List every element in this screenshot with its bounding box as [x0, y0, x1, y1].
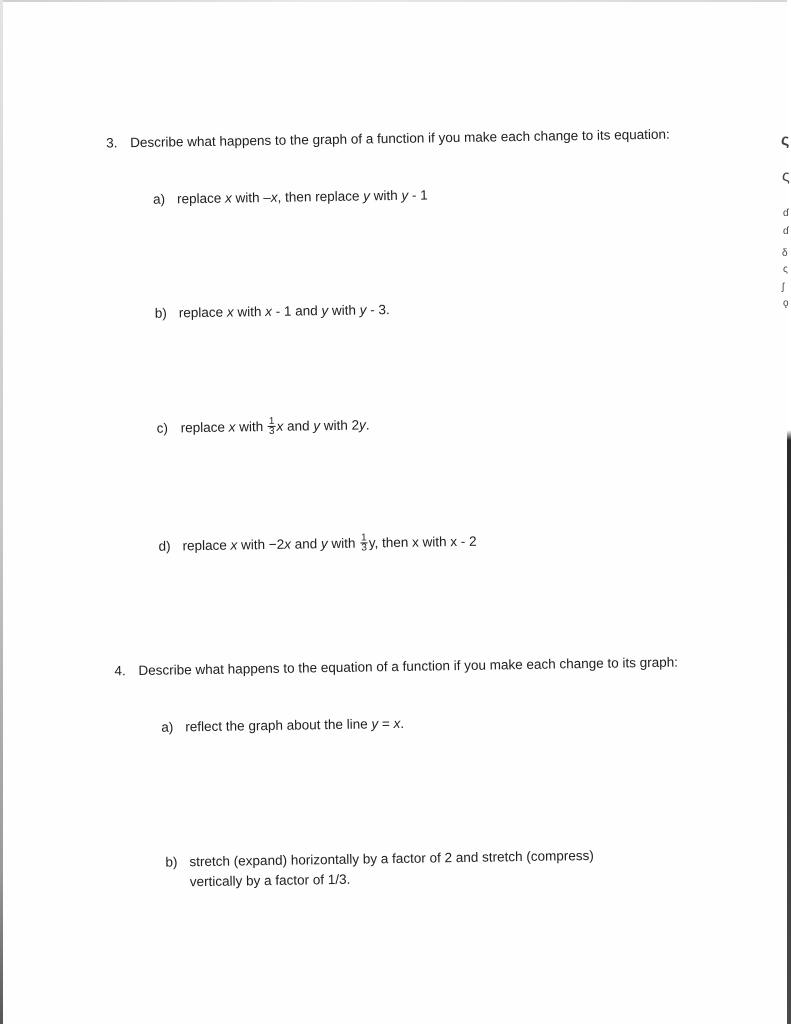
part-letter: b) — [154, 305, 167, 321]
question-number: 3. — [106, 135, 118, 151]
question-4-part-a — [161, 714, 404, 738]
margin-bleed-mark: ς — [783, 264, 788, 275]
part-letter: a) — [161, 719, 174, 735]
margin-bleed-mark: ς — [782, 168, 790, 185]
part-text: replace x with –x, then replace y with y - 1 — [176, 187, 428, 207]
part-letter: d) — [158, 538, 171, 554]
question-3 — [106, 123, 687, 176]
part-letter: b) — [165, 854, 178, 870]
question-3-part-d — [158, 532, 476, 557]
margin-bleed-mark: ɗ — [783, 226, 789, 237]
margin-bleed-mark: ʃ — [782, 282, 785, 293]
margin-bleed-mark: ς — [781, 132, 790, 149]
question-3-part-c — [157, 415, 370, 438]
margin-bleed-mark: ɗ — [783, 208, 789, 219]
question-4 — [114, 651, 695, 704]
part-text: replace x with −2x and y with $\frac{1}{3}$ y, then x with x - 2 — [182, 532, 477, 554]
part-letter: a) — [152, 191, 166, 207]
part-text: replace x with $\frac{1}{3}$ x and y with 2y. — [180, 415, 370, 437]
part-text: reflect the graph about the line y = x. — [185, 715, 405, 735]
question-4-part-b — [165, 846, 594, 893]
margin-bleed-mark: ǫ — [783, 298, 789, 309]
question-prompt: Describe what happens to the equation of a function if you make each change to its graph: — [138, 654, 679, 679]
part-text: replace x with x - 1 and y with y - 3. — [178, 302, 390, 321]
fraction-one-third: $\frac{1}{3}$ — [361, 532, 367, 554]
part-letter: c) — [156, 420, 169, 436]
margin-bleed-mark: δ — [782, 248, 788, 259]
question-number: 4. — [114, 663, 126, 679]
fraction-one-third: $\frac{1}{3}$ — [268, 415, 275, 437]
question-prompt: Describe what happens to the graph of a function if you make each change to its equation: — [130, 126, 670, 151]
question-3-part-a — [153, 185, 428, 209]
part-text: stretch (expand) horizontally by a factor of 2 and stretch (compress) vertically by a factor of 1/3. — [189, 847, 594, 890]
question-3-part-b — [155, 300, 390, 324]
